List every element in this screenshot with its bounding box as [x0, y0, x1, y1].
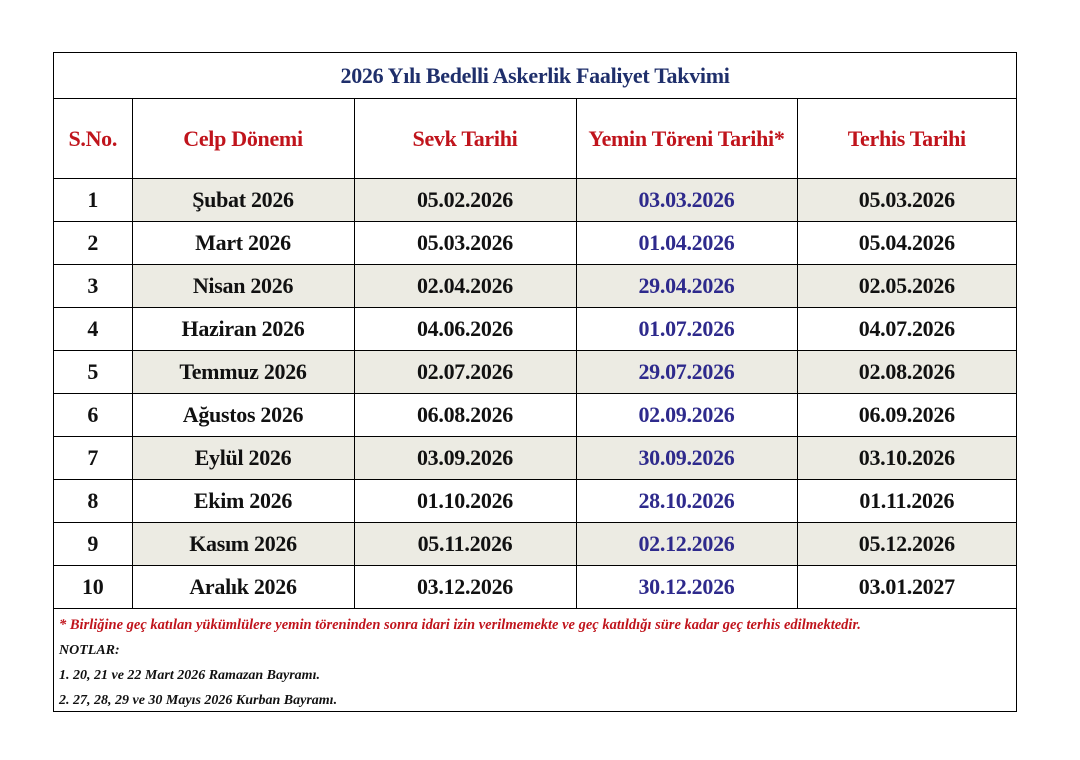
cell-yemin-tarihi: 02.09.2026 — [576, 394, 797, 437]
notes-section — [54, 609, 1016, 713]
cell-sevk-tarihi: 02.07.2026 — [354, 351, 576, 394]
header-yemin: Yemin Töreni Tarihi* — [576, 99, 797, 179]
cell-celp-donemi: Eylül 2026 — [132, 437, 354, 480]
header-row — [54, 99, 1016, 179]
cell-yemin-tarihi: 30.12.2026 — [576, 566, 797, 609]
cell-sno: 8 — [54, 480, 132, 523]
table-row — [54, 308, 1016, 351]
cell-celp-donemi: Şubat 2026 — [132, 179, 354, 222]
cell-sno: 2 — [54, 222, 132, 265]
cell-sno: 1 — [54, 179, 132, 222]
cell-terhis-tarihi: 02.08.2026 — [797, 351, 1016, 394]
note-item: 2. 27, 28, 29 ve 30 Mayıs 2026 Kurban Bayramı. — [59, 693, 338, 708]
table-row — [54, 394, 1016, 437]
cell-terhis-tarihi: 02.05.2026 — [797, 265, 1016, 308]
cell-yemin-tarihi: 01.04.2026 — [576, 222, 797, 265]
cell-yemin-tarihi: 01.07.2026 — [576, 308, 797, 351]
footnote-text: * Birliğine geç katılan yükümlülere yemin töreninden sonra idari izin verilmemekte ve geç katıldığı süre kadar geç terhis edilmektedir. — [59, 617, 861, 633]
notes-heading: NOTLAR: — [59, 643, 120, 658]
table-row — [54, 523, 1016, 566]
cell-sno: 3 — [54, 265, 132, 308]
cell-yemin-tarihi: 30.09.2026 — [576, 437, 797, 480]
header-sevk: Sevk Tarihi — [354, 99, 576, 179]
table-row — [54, 480, 1016, 523]
cell-yemin-tarihi: 02.12.2026 — [576, 523, 797, 566]
cell-sevk-tarihi: 01.10.2026 — [354, 480, 576, 523]
calendar-table — [54, 53, 1016, 609]
cell-celp-donemi: Mart 2026 — [132, 222, 354, 265]
cell-yemin-tarihi: 29.04.2026 — [576, 265, 797, 308]
cell-celp-donemi: Ekim 2026 — [132, 480, 354, 523]
cell-sno: 9 — [54, 523, 132, 566]
table-body — [54, 179, 1016, 609]
cell-terhis-tarihi: 01.11.2026 — [797, 480, 1016, 523]
cell-sevk-tarihi: 05.02.2026 — [354, 179, 576, 222]
header-sno: S.No. — [54, 99, 132, 179]
cell-sno: 4 — [54, 308, 132, 351]
cell-terhis-tarihi: 04.07.2026 — [797, 308, 1016, 351]
cell-terhis-tarihi: 06.09.2026 — [797, 394, 1016, 437]
cell-celp-donemi: Nisan 2026 — [132, 265, 354, 308]
table-row — [54, 222, 1016, 265]
table-row — [54, 179, 1016, 222]
cell-sevk-tarihi: 03.09.2026 — [354, 437, 576, 480]
cell-sno: 7 — [54, 437, 132, 480]
note-item: 1. 20, 21 ve 22 Mart 2026 Ramazan Bayramı. — [59, 668, 320, 683]
cell-terhis-tarihi: 05.04.2026 — [797, 222, 1016, 265]
cell-celp-donemi: Temmuz 2026 — [132, 351, 354, 394]
cell-terhis-tarihi: 03.01.2027 — [797, 566, 1016, 609]
table-title: 2026 Yılı Bedelli Askerlik Faaliyet Takvimi — [54, 53, 1016, 99]
cell-yemin-tarihi: 03.03.2026 — [576, 179, 797, 222]
cell-yemin-tarihi: 29.07.2026 — [576, 351, 797, 394]
cell-celp-donemi: Aralık 2026 — [132, 566, 354, 609]
cell-sevk-tarihi: 05.03.2026 — [354, 222, 576, 265]
table-row — [54, 566, 1016, 609]
cell-sevk-tarihi: 05.11.2026 — [354, 523, 576, 566]
table-row — [54, 351, 1016, 394]
cell-celp-donemi: Haziran 2026 — [132, 308, 354, 351]
cell-sevk-tarihi: 03.12.2026 — [354, 566, 576, 609]
cell-terhis-tarihi: 05.12.2026 — [797, 523, 1016, 566]
cell-terhis-tarihi: 05.03.2026 — [797, 179, 1016, 222]
header-celp: Celp Dönemi — [132, 99, 354, 179]
cell-celp-donemi: Ağustos 2026 — [132, 394, 354, 437]
cell-yemin-tarihi: 28.10.2026 — [576, 480, 797, 523]
table-row — [54, 265, 1016, 308]
cell-sno: 6 — [54, 394, 132, 437]
cell-sevk-tarihi: 02.04.2026 — [354, 265, 576, 308]
table-row — [54, 437, 1016, 480]
cell-sevk-tarihi: 04.06.2026 — [354, 308, 576, 351]
cell-terhis-tarihi: 03.10.2026 — [797, 437, 1016, 480]
cell-celp-donemi: Kasım 2026 — [132, 523, 354, 566]
cell-sevk-tarihi: 06.08.2026 — [354, 394, 576, 437]
cell-sno: 5 — [54, 351, 132, 394]
cell-sno: 10 — [54, 566, 132, 609]
calendar-sheet — [53, 52, 1017, 712]
header-terhis: Terhis Tarihi — [797, 99, 1016, 179]
